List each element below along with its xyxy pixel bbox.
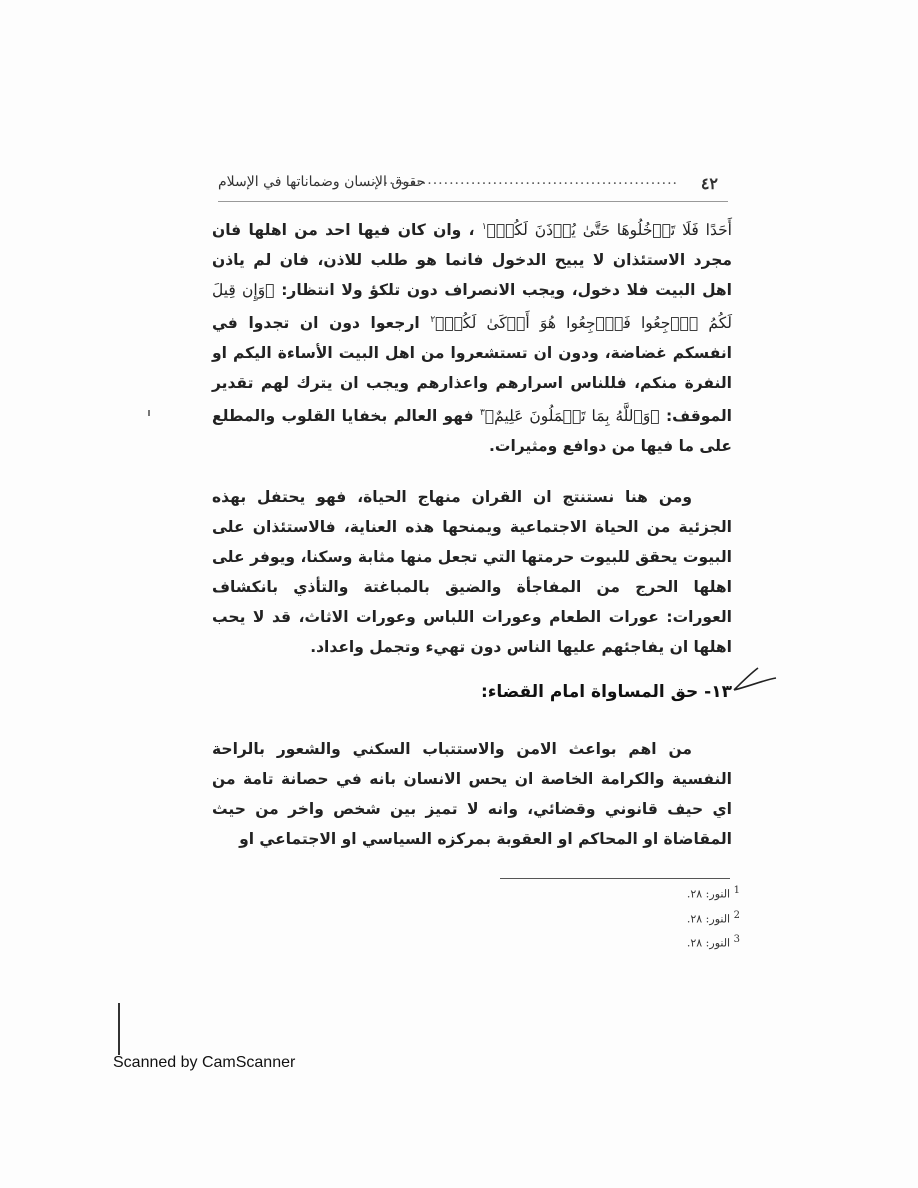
footnote-1: $^1$ النور: ٢٨. bbox=[686, 885, 740, 901]
footnote-ref-2: ٢ bbox=[430, 315, 436, 326]
book-title: حقوق الإنسان وضماناتها في الإسلام bbox=[218, 174, 426, 190]
section-heading: ١٣- حق المساواة امام القضاء: bbox=[480, 682, 732, 702]
scanner-watermark: Scanned by CamScanner bbox=[113, 1054, 296, 1071]
paragraph-2 bbox=[212, 482, 732, 662]
paragraph-1 bbox=[212, 212, 732, 461]
quran-verse-2: ﴿وَإِن قِيلَ لَكُمُ ٱرۡجِعُوا فَٱرۡجِعُوا هُوَ أَزۡكَىٰ لَكُمۡ﴾ bbox=[212, 281, 732, 333]
margin-tick bbox=[148, 410, 150, 416]
paragraph-1-text-c: فهو العالم بخفايا القلوب والمطلع على ما فيها من دوافع ومثيرات. bbox=[212, 407, 732, 456]
footnote-3: $^3$ النور: ٢٨. bbox=[686, 934, 740, 950]
paragraph-1-text-b: ارجعوا دون ان تجدوا في انفسكم غضاضة، ودون ان تستشعروا من اهل البيت الأساءة اليكم او النفرة منكم، فللناس اسرارهم واعذارهم ويجب ان يترك لهم تقدير الموقف: bbox=[212, 314, 732, 426]
footnote-ref-1: ١ bbox=[481, 222, 487, 232]
quran-verse-3: ﴿وَٱللَّهُ بِمَا تَعۡمَلُونَ عَلِيمٌ﴾ bbox=[484, 407, 660, 426]
handwritten-mark-icon bbox=[728, 664, 780, 694]
running-header bbox=[218, 172, 718, 198]
quran-verse-1: أَحَدًا فَلَا تَدۡخُلُوهَا حَتَّىٰ يُؤۡذَنَ لَكُمۡ﴾ bbox=[486, 221, 732, 240]
page-number: ٤٢ bbox=[700, 174, 718, 193]
paragraph-3 bbox=[212, 734, 732, 854]
footnotes bbox=[600, 880, 740, 954]
footnote-2: $^2$ النور: ٢٨. bbox=[686, 909, 740, 926]
header-rule bbox=[218, 201, 728, 202]
paragraph-1-text-a: ، وان كان فيها احد من اهلها فان مجرد الاستئذان لا يبيح الدخول فانما هو طلب للاذن، فان لم ياذن اهل البيت فلا دخول، ويجب الانصراف دون تلكؤ ولا انتظار: bbox=[212, 221, 732, 300]
scan-edge-line bbox=[118, 1003, 120, 1055]
paragraph-3-text: من اهم بواعث الامن والاستتباب السكني والشعور بالراحة النفسية والكرامة الخاصة ان يحس الانسان بانه في حصانة تامة من اي حيف قانوني وقضائي، وانه لا تميز بين شخص واخر من حيث المقاضاة او المحاكم او العقوبة بمركزه السياسي او الاجتماعي او bbox=[212, 740, 732, 848]
footnote-rule bbox=[500, 878, 730, 879]
footnote-ref-3: ٣ bbox=[479, 408, 485, 419]
header-leader-dots: ........................................................ bbox=[372, 172, 678, 188]
paragraph-2-text: ومن هنا نستنتج ان القران منهاج الحياة، فهو يحتفل بهذه الجزئية من الحياة الاجتماعية ويمنحها هذه العناية، فالاستئذان على البيوت يحقق للبيوت حرمتها التي تجعل منها مثابة وسكنا، ويوفر على اهلها الحرج من المفاجأة والضيق بالمباغتة والتأذي بانكشاف العورات: عورات الطعام وعورات اللباس وعورات الاثاث، قد لا يحب اهلها ان يفاجئهم عليها الناس دون تهيء وتجمل واعداد. bbox=[212, 488, 732, 656]
